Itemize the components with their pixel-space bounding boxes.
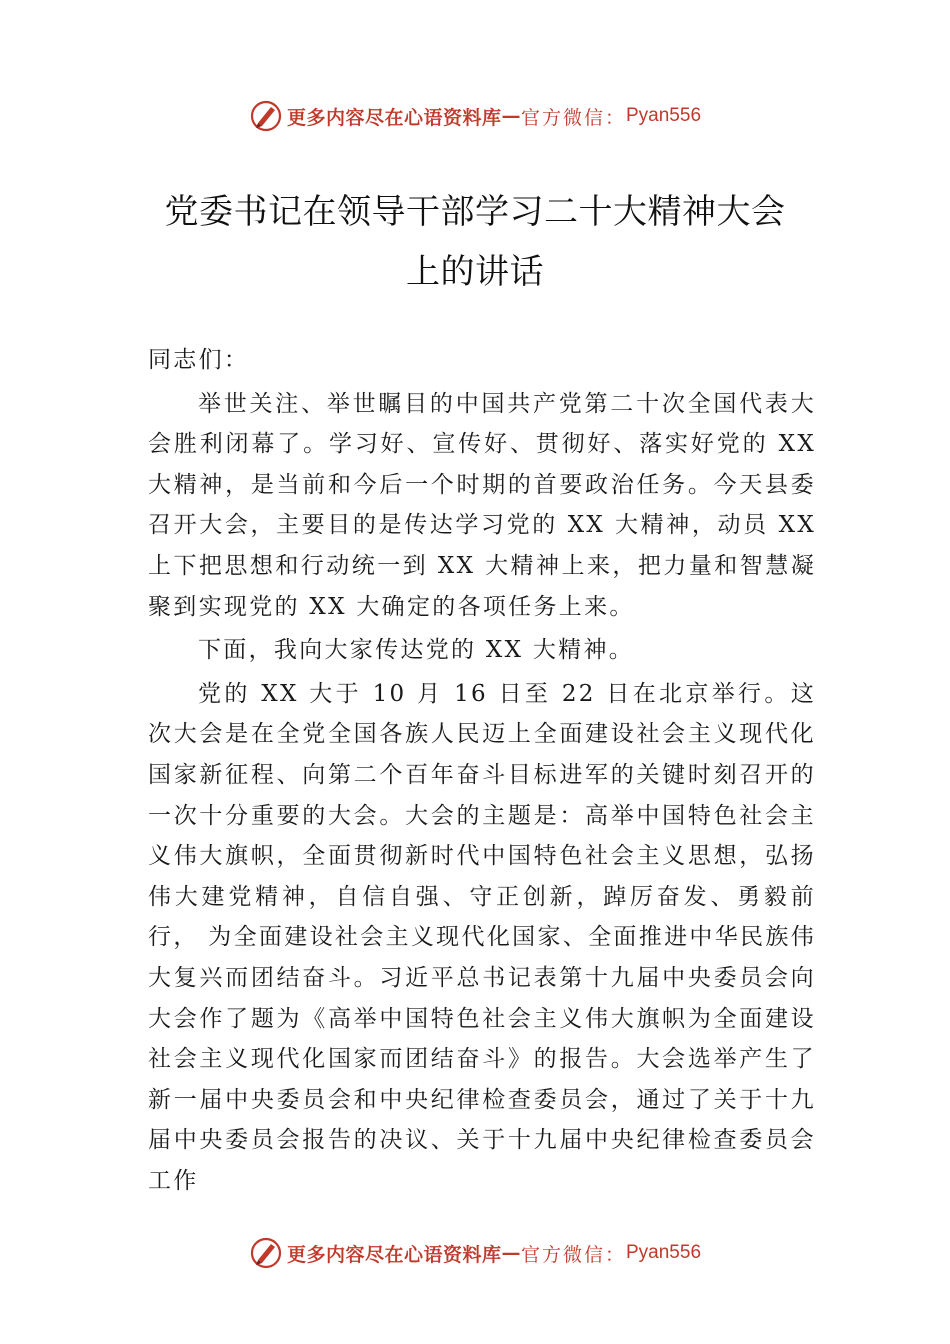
watermark-main-text: 更多内容尽在心语资料库 [286,1243,502,1266]
document-body [148,340,816,1201]
watermark-dash: — [501,105,521,127]
watermark-banner-top [0,96,950,136]
watermark-dash: — [501,1242,521,1264]
pen-logo-icon [249,1236,283,1270]
watermark-wechat-id: Pyan556 [626,105,702,126]
paragraph: 党的 XX 大于 10 月 16 日至 22 日在北京举行。这次大会是在全党全国各族人民迈上全面建设社会主义现代化国家新征程、向第二个百年奋斗目标进军的关键时刻召开的一次十分重要的大会。大会的主题是：高举中国特色社会主义伟大旗帜，全面贯彻新时代中国特色社会主义思想，弘扬伟大建党精神，自信自强、守正创新，踔厉奋发、勇毅前行， 为全面建设社会主义现代化国家、全面推进中华民族伟大复兴而团结奋斗。习近平总书记表第十九届中央委员会向大会作了题为《高举中国特色社会主义伟大旗帜为全面建设社会主义现代化国家而团结奋斗》的报告。大会选举产生了新一届中央委员会和中央纪律检查委员会，通过了关于十九届中央委员会报告的决议、关于十九届中央纪律检查委员会工作 [148,680,816,1194]
paragraph: 举世关注、举世瞩目的中国共产党第二十次全国代表大会胜利闭幕了。学习好、宣传好、贯彻好、落实好党的 XX 大精神，是当前和今后一个时期的首要政治任务。今天县委召开大会，主要目的是传达学习党的 XX 大精神，动员 XX 上下把思想和行动统一到 XX 大精神上来，把力量和智慧凝聚到实现党的 XX 大确定的各项任务上来。 [148,390,816,620]
title-line-1: 党委书记在领导干部学习二十大精神大会 [164,192,786,232]
paragraph: 下面，我向大家传达党的 XX 大精神。 [198,637,635,664]
watermark-banner-bottom [0,1233,950,1273]
document-title [130,182,820,302]
watermark-wechat-label: 官方微信： [520,106,626,129]
salutation: 同志们： [148,347,250,373]
title-line-2: 上的讲话 [406,252,544,292]
watermark-main-text: 更多内容尽在心语资料库 [286,106,502,129]
watermark-wechat-label: 官方微信： [520,1243,626,1266]
pen-logo-icon [249,99,283,133]
watermark-wechat-id: Pyan556 [626,1242,702,1263]
